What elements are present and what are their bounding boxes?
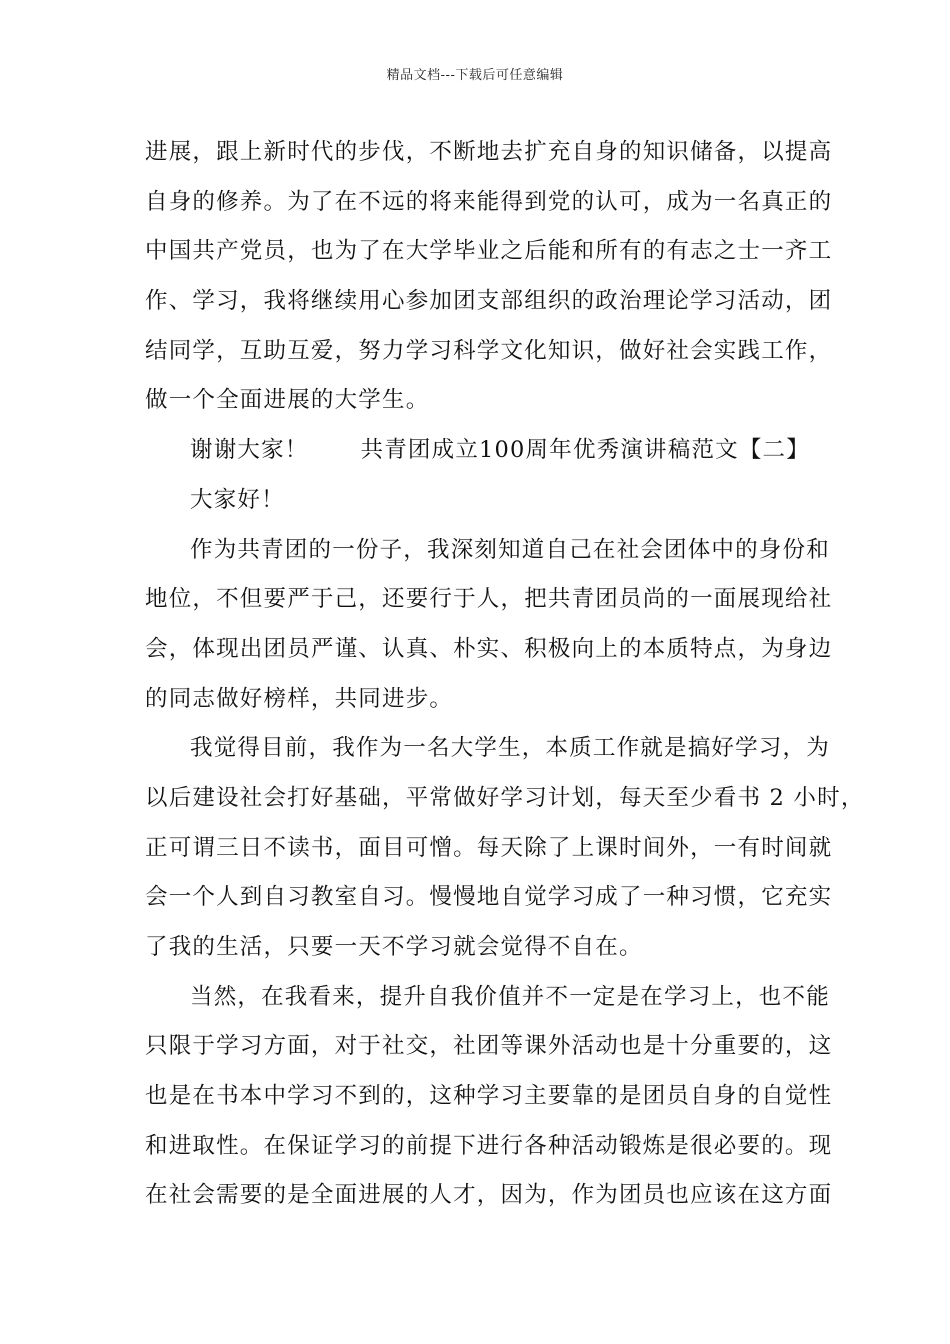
text-line: 在社会需要的是全面进展的人才，因为，作为团员也应该在这方面 [145,1182,833,1209]
text-line: 作为共青团的一份子，我深刻知道自己在社会团体中的身份和 [190,536,830,563]
text-line: 会一个人到自习教室自习。慢慢地自觉学习成了一种习惯，它充实 [145,884,833,911]
text-line: 以后建设社会打好基础，平常做好学习计划，每天至少看书 2 小时， [145,784,865,811]
text-line: 结同学，互助互爱，努力学习科学文化知识，做好社会实践工作， [145,337,833,364]
text-line: 当然，在我看来，提升自我价值并不一定是在学习上，也不能 [190,983,830,1010]
text-line: 地位，不但要严于己，还要行于人，把共青团员尚的一面展现给社 [145,586,833,613]
paragraph [145,526,833,725]
text-line: 了我的生活，只要一天不学习就会觉得不自在。 [145,934,643,960]
paragraph [145,128,833,426]
text-line: 做一个全面进展的大学生。 [145,387,430,414]
greeting: 大家好！ [190,486,285,513]
text-line: 正可谓三日不读书，面目可憎。每天除了上课时间外，一有时间就 [145,834,833,861]
text-line: 只限于学习方面，对于社交，社团等课外活动也是十分重要的，这 [145,1033,833,1060]
section-title: 共青团成立100周年优秀演讲稿范文【二】 [360,437,810,464]
text-line: 进展，跟上新时代的步伐，不断地去扩充自身的知识储备，以提高 [145,139,833,165]
text-line: 作、学习，我将继续用心参加团支部组织的政治理论学习活动，团 [145,288,833,315]
paragraph [145,476,810,526]
text-line: 我觉得目前，我作为一名大学生，本质工作就是搞好学习，为 [190,735,830,762]
text-line: 也是在书本中学习不到的，这种学习主要靠的是团员自身的自觉性 [145,1083,833,1110]
text-line: 会，体现出团员严谨、认真、朴实、积极向上的本质特点，为身边 [145,635,833,662]
page-header: 精品文档---下载后可任意编辑 [386,68,564,83]
text-line: 自身的修养。为了在不远的将来能得到党的认可，成为一名真正的 [145,188,833,215]
text-line: 和进取性。在保证学习的前提下进行各种活动锻炼是很必要的。现 [145,1132,833,1159]
paragraph [145,973,833,1221]
thanks-title-line [145,426,810,476]
text-line: 中国共产党员，也为了在大学毕业之后能和所有的有志之士一齐工 [145,238,833,265]
text-line: 的同志做好榜样，共同进步。 [145,685,454,712]
paragraph [145,724,865,972]
thanks-text: 谢谢大家！ [190,437,309,464]
document-body [145,128,865,1221]
